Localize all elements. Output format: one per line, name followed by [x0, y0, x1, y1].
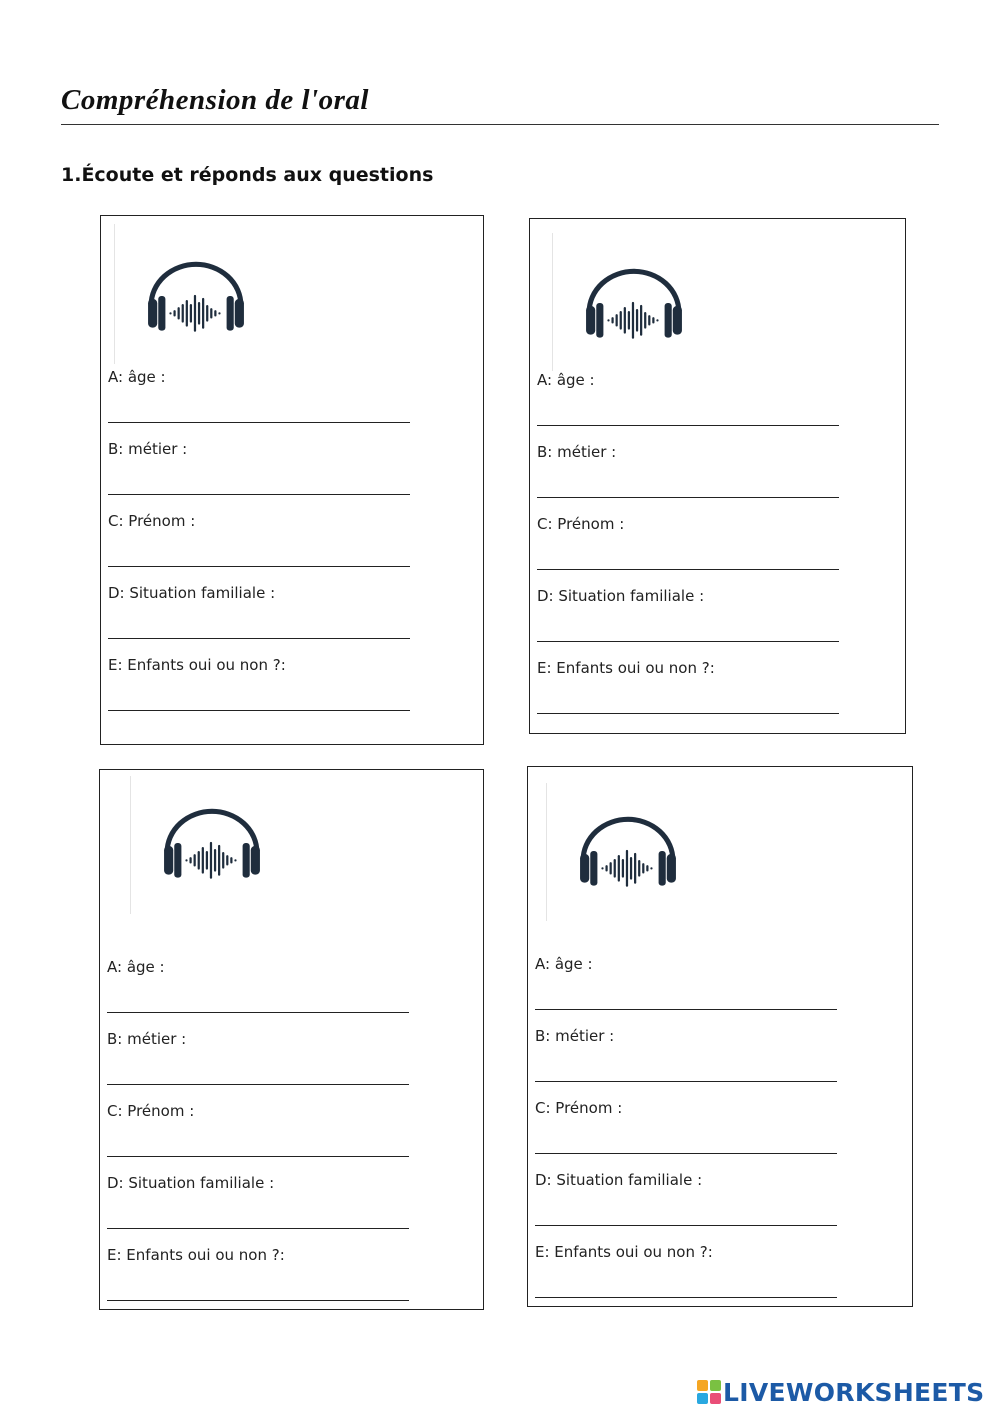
question-label: A: âge : — [108, 368, 166, 386]
icon-separator — [552, 233, 553, 371]
headphones-audio-icon — [583, 267, 685, 341]
answer-line[interactable] — [108, 422, 410, 423]
answer-line[interactable] — [107, 1012, 409, 1013]
question-label: D: Situation familiale : — [107, 1174, 275, 1192]
listening-card-1 — [100, 215, 484, 745]
question-label: C: Prénom : — [535, 1099, 623, 1117]
question-label: A: âge : — [537, 371, 595, 389]
page-title: Compréhension de l'oral — [61, 84, 369, 116]
answer-line[interactable] — [537, 497, 839, 498]
answer-line[interactable] — [537, 713, 839, 714]
headphones-audio-icon — [145, 260, 247, 334]
answer-line[interactable] — [537, 425, 839, 426]
answer-line[interactable] — [108, 710, 410, 711]
listening-card-3 — [99, 769, 484, 1310]
icon-separator — [130, 776, 131, 914]
question-label: E: Enfants oui ou non ?: — [108, 656, 286, 674]
question-label: D: Situation familiale : — [108, 584, 276, 602]
answer-line[interactable] — [535, 1081, 837, 1082]
question-label: E: Enfants oui ou non ?: — [535, 1243, 713, 1261]
question-label: D: Situation familiale : — [537, 587, 705, 605]
listening-card-2 — [529, 218, 906, 734]
answer-line[interactable] — [535, 1225, 837, 1226]
liveworksheets-brand[interactable] — [697, 1375, 984, 1409]
question-label: B: métier : — [108, 440, 188, 458]
answer-line[interactable] — [107, 1228, 409, 1229]
answer-line[interactable] — [107, 1300, 409, 1301]
question-label: A: âge : — [107, 958, 165, 976]
answer-line[interactable] — [535, 1297, 837, 1298]
title-divider — [61, 124, 939, 125]
question-label: E: Enfants oui ou non ?: — [537, 659, 715, 677]
brand-name: LIVEWORKSHEETS — [723, 1377, 985, 1407]
question-label: E: Enfants oui ou non ?: — [107, 1246, 285, 1264]
answer-line[interactable] — [108, 494, 410, 495]
question-label: C: Prénom : — [537, 515, 625, 533]
icon-separator — [546, 783, 547, 921]
answer-line[interactable] — [535, 1153, 837, 1154]
listening-card-4 — [527, 766, 913, 1307]
answer-line[interactable] — [537, 569, 839, 570]
question-label: C: Prénom : — [107, 1102, 195, 1120]
question-label: B: métier : — [535, 1027, 615, 1045]
question-label: B: métier : — [537, 443, 617, 461]
headphones-audio-icon — [161, 807, 263, 881]
answer-line[interactable] — [537, 641, 839, 642]
question-label: B: métier : — [107, 1030, 187, 1048]
answer-line[interactable] — [107, 1084, 409, 1085]
icon-separator — [114, 224, 115, 364]
liveworksheets-logo-icon — [697, 1380, 721, 1404]
exercise-instruction: 1.Écoute et réponds aux questions — [61, 164, 434, 186]
question-label: A: âge : — [535, 955, 593, 973]
answer-line[interactable] — [108, 638, 410, 639]
answer-line[interactable] — [535, 1009, 837, 1010]
headphones-audio-icon — [577, 815, 679, 889]
question-label: C: Prénom : — [108, 512, 196, 530]
question-label: D: Situation familiale : — [535, 1171, 703, 1189]
answer-line[interactable] — [108, 566, 410, 567]
answer-line[interactable] — [107, 1156, 409, 1157]
